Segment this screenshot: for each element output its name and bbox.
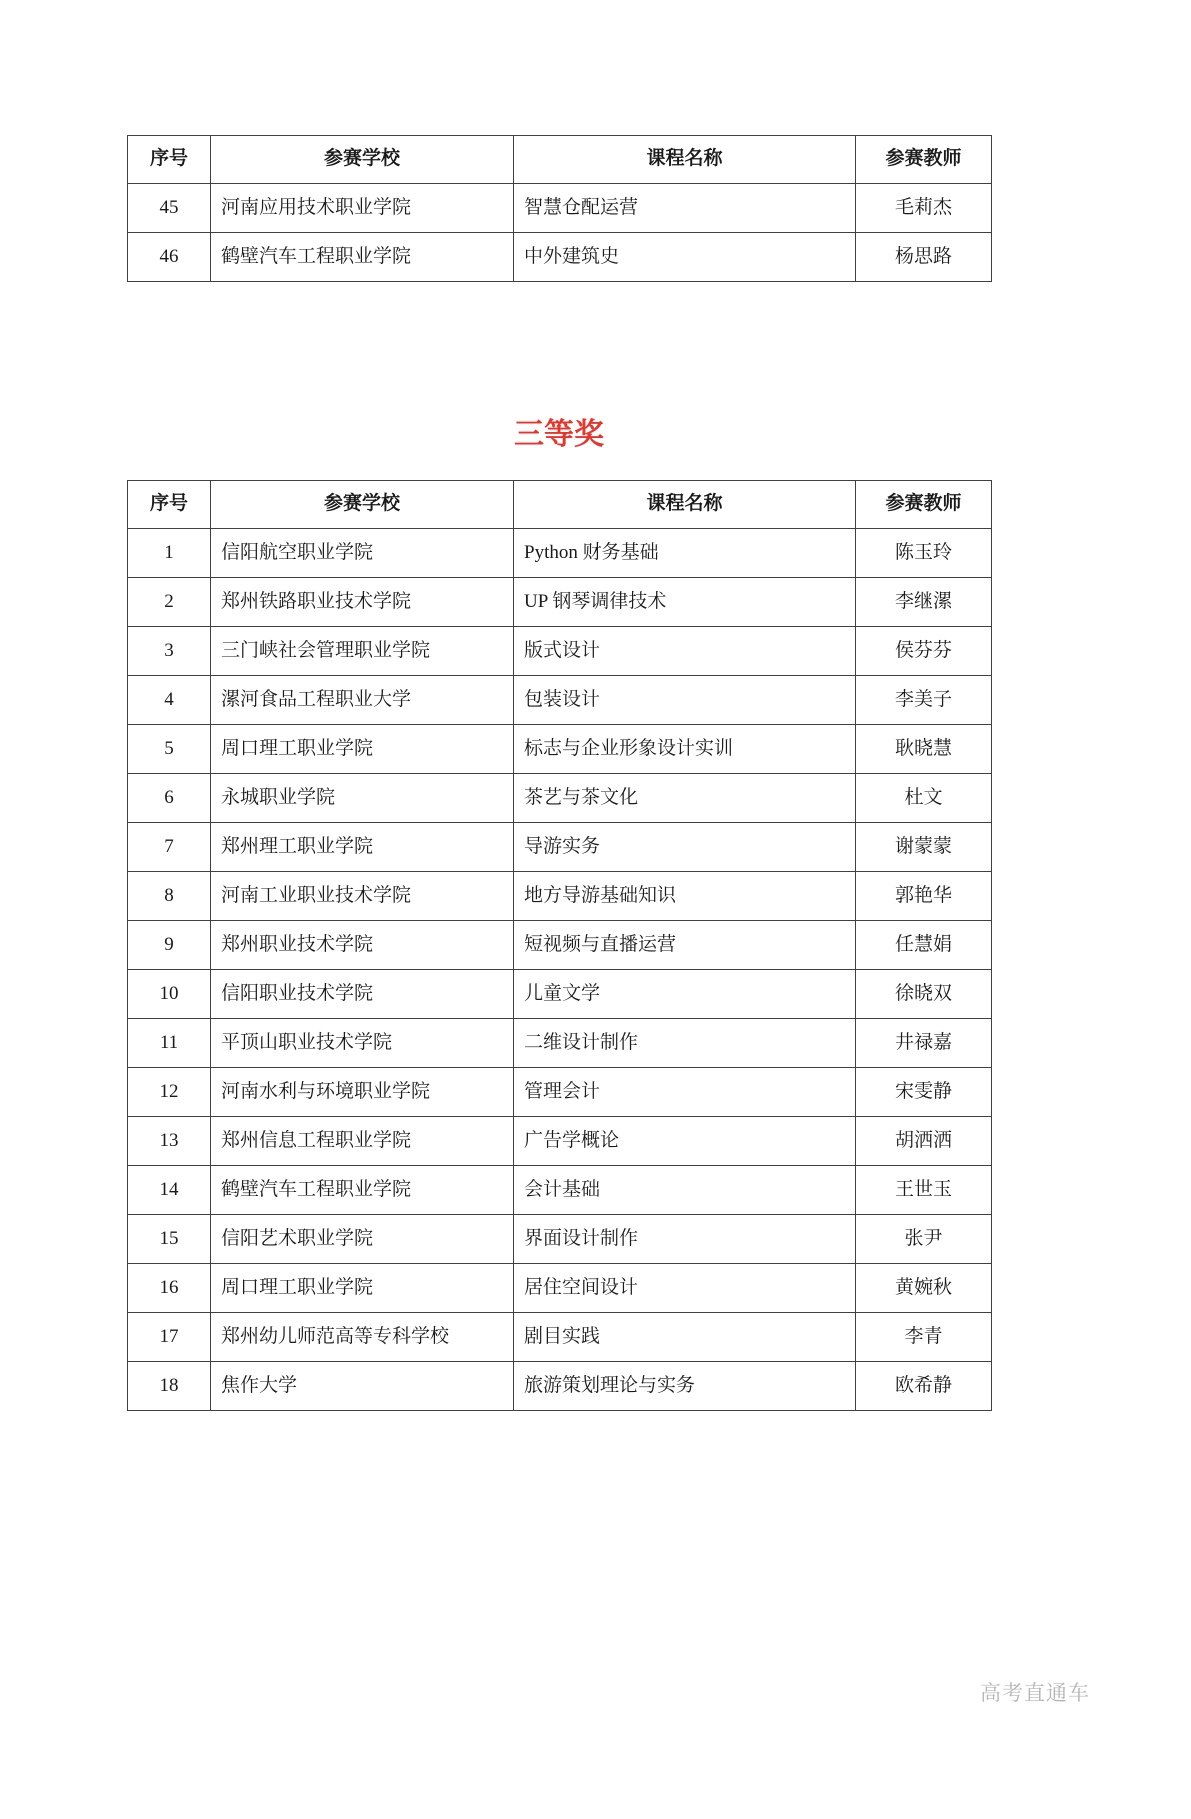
cell-school: 永城职业学院	[211, 774, 514, 823]
cell-index: 46	[128, 233, 211, 282]
cell-index: 45	[128, 184, 211, 233]
column-header: 参赛教师	[856, 136, 992, 184]
cell-school: 周口理工职业学院	[211, 725, 514, 774]
cell-index: 7	[128, 823, 211, 872]
cell-school: 郑州幼儿师范高等专科学校	[211, 1313, 514, 1362]
cell-course: 智慧仓配运营	[514, 184, 856, 233]
cell-teacher: 黄婉秋	[856, 1264, 992, 1313]
cell-index: 17	[128, 1313, 211, 1362]
cell-teacher: 毛莉杰	[856, 184, 992, 233]
cell-teacher: 耿晓慧	[856, 725, 992, 774]
cell-index: 8	[128, 872, 211, 921]
document-page	[0, 135, 1191, 1819]
cell-course: 界面设计制作	[514, 1215, 856, 1264]
cell-course: 剧目实践	[514, 1313, 856, 1362]
cell-school: 河南应用技术职业学院	[211, 184, 514, 233]
cell-school: 郑州信息工程职业学院	[211, 1117, 514, 1166]
cell-teacher: 井禄嘉	[856, 1019, 992, 1068]
cell-teacher: 李青	[856, 1313, 992, 1362]
cell-index: 10	[128, 970, 211, 1019]
column-header: 参赛学校	[211, 136, 514, 184]
column-header: 参赛教师	[856, 481, 992, 529]
table-row	[128, 529, 992, 578]
cell-teacher: 王世玉	[856, 1166, 992, 1215]
cell-index: 6	[128, 774, 211, 823]
table-row	[128, 1019, 992, 1068]
cell-teacher: 李美子	[856, 676, 992, 725]
column-header: 课程名称	[514, 136, 856, 184]
cell-course: 旅游策划理论与实务	[514, 1362, 856, 1411]
cell-course: UP 钢琴调律技术	[514, 578, 856, 627]
table-row	[128, 823, 992, 872]
cell-course: 中外建筑史	[514, 233, 856, 282]
cell-school: 焦作大学	[211, 1362, 514, 1411]
table-header-row	[128, 136, 992, 184]
cell-school: 三门峡社会管理职业学院	[211, 627, 514, 676]
table-row	[128, 1264, 992, 1313]
cell-course: Python 财务基础	[514, 529, 856, 578]
cell-school: 鹤壁汽车工程职业学院	[211, 1166, 514, 1215]
table-row	[128, 1117, 992, 1166]
cell-school: 漯河食品工程职业大学	[211, 676, 514, 725]
table-header-row	[128, 481, 992, 529]
cell-course: 会计基础	[514, 1166, 856, 1215]
cell-teacher: 谢蒙蒙	[856, 823, 992, 872]
cell-course: 二维设计制作	[514, 1019, 856, 1068]
table-row	[128, 1215, 992, 1264]
table-row	[128, 872, 992, 921]
cell-index: 12	[128, 1068, 211, 1117]
cell-course: 儿童文学	[514, 970, 856, 1019]
table-row	[128, 921, 992, 970]
cell-school: 郑州铁路职业技术学院	[211, 578, 514, 627]
cell-school: 鹤壁汽车工程职业学院	[211, 233, 514, 282]
section-title-third-prize: 三等奖	[514, 418, 604, 451]
table-row	[128, 774, 992, 823]
cell-school: 信阳航空职业学院	[211, 529, 514, 578]
cell-index: 14	[128, 1166, 211, 1215]
cell-index: 4	[128, 676, 211, 725]
cell-teacher: 宋雯静	[856, 1068, 992, 1117]
table-row	[128, 233, 992, 282]
table-row	[128, 1068, 992, 1117]
cell-index: 16	[128, 1264, 211, 1313]
cell-course: 版式设计	[514, 627, 856, 676]
cell-teacher: 郭艳华	[856, 872, 992, 921]
cell-school: 周口理工职业学院	[211, 1264, 514, 1313]
cell-teacher: 陈玉玲	[856, 529, 992, 578]
column-header: 序号	[128, 481, 211, 529]
cell-school: 信阳职业技术学院	[211, 970, 514, 1019]
cell-index: 2	[128, 578, 211, 627]
cell-teacher: 杨思路	[856, 233, 992, 282]
cell-course: 导游实务	[514, 823, 856, 872]
award-table-continued	[127, 135, 992, 282]
watermark: 高考直通车	[980, 1682, 1090, 1705]
cell-school: 郑州理工职业学院	[211, 823, 514, 872]
cell-course: 居住空间设计	[514, 1264, 856, 1313]
cell-teacher: 任慧娟	[856, 921, 992, 970]
cell-course: 短视频与直播运营	[514, 921, 856, 970]
cell-teacher: 欧希静	[856, 1362, 992, 1411]
table-row	[128, 970, 992, 1019]
cell-index: 5	[128, 725, 211, 774]
cell-index: 18	[128, 1362, 211, 1411]
cell-teacher: 胡洒洒	[856, 1117, 992, 1166]
cell-school: 郑州职业技术学院	[211, 921, 514, 970]
table-row	[128, 725, 992, 774]
cell-index: 15	[128, 1215, 211, 1264]
table-row	[128, 1362, 992, 1411]
cell-teacher: 侯芬芬	[856, 627, 992, 676]
cell-course: 管理会计	[514, 1068, 856, 1117]
column-header: 序号	[128, 136, 211, 184]
cell-teacher: 徐晓双	[856, 970, 992, 1019]
table-row	[128, 627, 992, 676]
award-table-third-prize	[127, 480, 992, 1411]
cell-school: 河南工业职业技术学院	[211, 872, 514, 921]
cell-school: 河南水利与环境职业学院	[211, 1068, 514, 1117]
column-header: 课程名称	[514, 481, 856, 529]
table-row	[128, 1313, 992, 1362]
cell-course: 标志与企业形象设计实训	[514, 725, 856, 774]
table-row	[128, 184, 992, 233]
cell-teacher: 张尹	[856, 1215, 992, 1264]
cell-school: 平顶山职业技术学院	[211, 1019, 514, 1068]
cell-course: 茶艺与茶文化	[514, 774, 856, 823]
cell-index: 11	[128, 1019, 211, 1068]
cell-school: 信阳艺术职业学院	[211, 1215, 514, 1264]
table-row	[128, 676, 992, 725]
cell-index: 3	[128, 627, 211, 676]
cell-course: 广告学概论	[514, 1117, 856, 1166]
cell-course: 地方导游基础知识	[514, 872, 856, 921]
table-row	[128, 1166, 992, 1215]
cell-course: 包装设计	[514, 676, 856, 725]
cell-index: 1	[128, 529, 211, 578]
table-row	[128, 578, 992, 627]
cell-index: 9	[128, 921, 211, 970]
cell-teacher: 杜文	[856, 774, 992, 823]
cell-teacher: 李继漯	[856, 578, 992, 627]
column-header: 参赛学校	[211, 481, 514, 529]
cell-index: 13	[128, 1117, 211, 1166]
